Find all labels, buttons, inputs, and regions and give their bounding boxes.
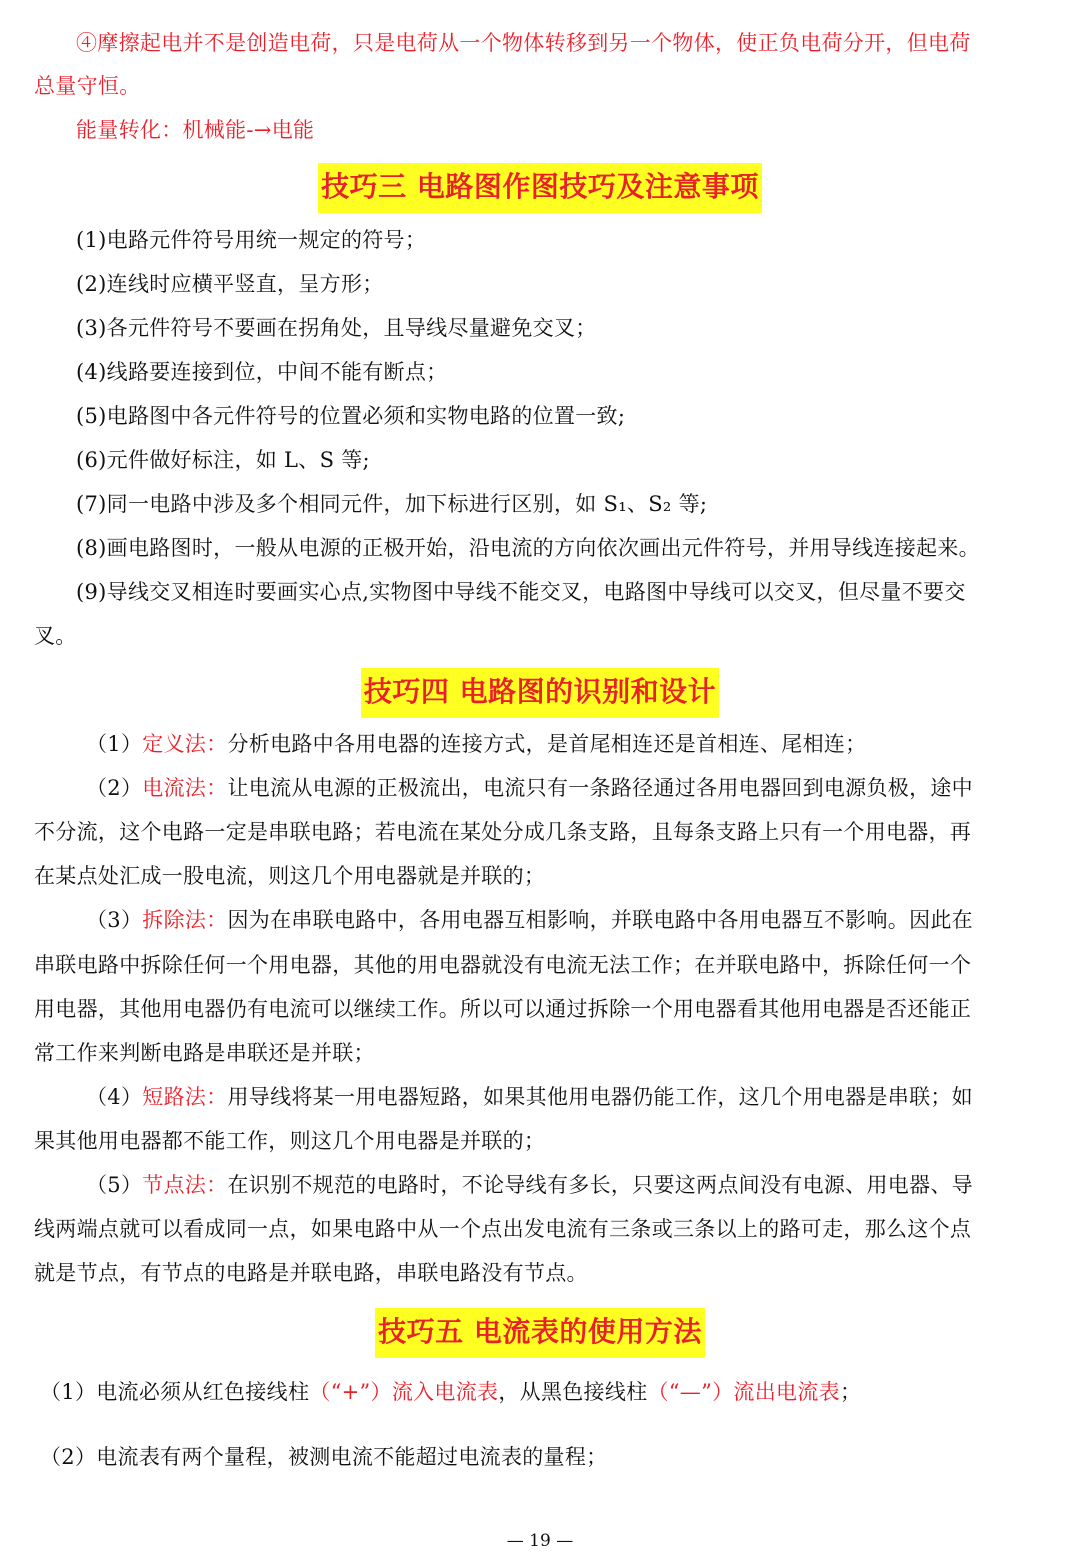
- method-text: 让电流从电源的正极流出，电流只有一条路径通过各用电器回到电源负极，途中: [227, 776, 973, 800]
- method-number: （4）: [86, 1085, 143, 1109]
- section-4-heading: 技巧四 电路图的识别和设计: [361, 668, 719, 718]
- method-text: 因为在串联电路中，各用电器互相影响，并联电路中各用电器互不影响。因此在: [227, 908, 973, 932]
- method-name: 拆除法：: [142, 908, 228, 932]
- method-text: 用导线将某一用电器短路，如果其他用电器仍能工作，这几个用电器是串联；如: [227, 1085, 973, 1109]
- intro-line-1: ④摩擦起电并不是创造电荷，只是电荷从一个物体转移到另一个物体，使正负电荷分开，但电荷: [76, 31, 971, 55]
- s4-method-2-line-3: 在某点处汇成一股电流，则这几个用电器就是并联的；: [34, 864, 546, 888]
- s3-item-7: (7)同一电路中涉及多个相同元件，加下标进行区别，如 S₁、S₂ 等;: [76, 492, 708, 516]
- section-3-heading-wrap: [0, 163, 1080, 213]
- section-4-heading-wrap: [0, 668, 1080, 718]
- s4-method-3-line-4: 常工作来判断电路是串联还是并联；: [34, 1041, 375, 1065]
- rule-text: （1）电流必须从红色接线柱: [40, 1380, 310, 1404]
- s4-method-5: [86, 1170, 1028, 1200]
- s4-method-4-line-2: 果其他用电器都不能工作，则这几个用电器是并联的；: [34, 1129, 546, 1153]
- intro-line-2: 总量守恒。: [34, 74, 141, 98]
- method-name: 定义法：: [142, 732, 228, 756]
- method-number: （5）: [86, 1173, 143, 1197]
- section-5-heading-wrap: [0, 1308, 1080, 1358]
- s3-item-4: (4)线路要连接到位，中间不能有断点；: [76, 360, 448, 384]
- s3-item-5: (5)电路图中各元件符号的位置必须和实物电路的位置一致;: [76, 404, 626, 428]
- rule-red-out: （“—”）流出电流表: [647, 1380, 840, 1404]
- section-5-heading: 技巧五 电流表的使用方法: [375, 1308, 705, 1358]
- s4-method-5-line-2: 线两端点就可以看成同一点，如果电路中从一个点出发电流有三条或三条以上的路可走，那么这个点: [34, 1217, 972, 1241]
- rule-text: ，从黑色接线柱: [498, 1380, 648, 1404]
- rule-red-in: （“+”）流入电流表: [309, 1380, 499, 1404]
- s3-item-2: (2)连线时应横平竖直，呈方形；: [76, 272, 384, 296]
- page-number: — 19 —: [506, 1531, 574, 1551]
- s4-method-2-line-2: 不分流，这个电路一定是串联电路；若电流在某处分成几条支路，且每条支路上只有一个用电器，再: [34, 820, 972, 844]
- s3-item-8: (8)画电路图时，一般从电源的正极开始，沿电流的方向依次画出元件符号，并用导线连接起来。: [76, 536, 980, 560]
- s3-item-6: (6)元件做好标注，如 L、S 等;: [76, 448, 370, 472]
- s4-method-3-line-2: 串联电路中拆除任何一个用电器，其他的用电器就没有电流无法工作；在并联电路中，拆除任何一个: [34, 953, 972, 977]
- s4-method-1: [86, 729, 1028, 759]
- method-number: （2）: [86, 776, 143, 800]
- method-number: （3）: [86, 908, 143, 932]
- s4-method-2: [86, 773, 1028, 803]
- method-text: 在识别不规范的电路时，不论导线有多长，只要这两点间没有电源、用电器、导: [227, 1173, 973, 1197]
- method-number: （1）: [86, 732, 143, 756]
- s3-item-1: (1)电路元件符号用统一规定的符号；: [76, 228, 427, 252]
- s4-method-3: [86, 905, 1028, 935]
- section-3-heading: 技巧三 电路图作图技巧及注意事项: [318, 163, 762, 213]
- s4-method-4: [86, 1082, 1028, 1112]
- s3-item-9-cont: 叉。: [34, 624, 77, 648]
- s4-method-3-line-3: 用电器，其他用电器仍有电流可以继续工作。所以可以通过拆除一个用电器看其他用电器是否还能正: [34, 997, 972, 1021]
- method-name: 短路法：: [142, 1085, 228, 1109]
- method-name: 电流法：: [142, 776, 228, 800]
- rule-text: ；: [839, 1380, 862, 1404]
- s4-method-5-line-3: 就是节点，有节点的电路是并联电路，串联电路没有节点。: [34, 1261, 588, 1285]
- s3-item-9: (9)导线交叉相连时要画实心点,实物图中导线不能交叉，电路图中导线可以交叉，但尽量不要交: [76, 580, 966, 604]
- method-name: 节点法：: [142, 1173, 228, 1197]
- s5-rule-2: （2）电流表有两个量程，被测电流不能超过电流表的量程；: [40, 1445, 608, 1469]
- energy-conversion-line: 能量转化：机械能-→电能: [76, 118, 315, 142]
- method-text: 分析电路中各用电器的连接方式，是首尾相连还是首相连、尾相连；: [227, 732, 867, 756]
- s3-item-3: (3)各元件符号不要画在拐角处，且导线尽量避免交叉；: [76, 316, 597, 340]
- s5-rule-1: [40, 1377, 1028, 1407]
